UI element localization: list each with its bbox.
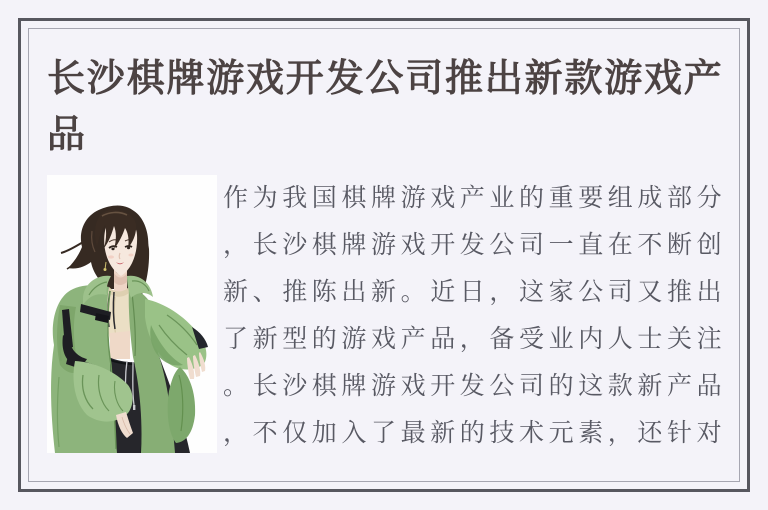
article-body-text: 作为我国棋牌游戏产业的重要组成部分，长沙棋牌游戏开发公司一直在不断创新、推陈出新。近日，这家公司又推出了新型的游戏产品，备受业内人士关注。长沙棋牌游戏开发公司的这款新产品，不仅加入了最新的技术元素，还针对: [223, 185, 727, 447]
girl-inner-top: [107, 287, 131, 359]
girl-illustration-svg: [47, 175, 217, 453]
girl-illustration: [47, 175, 217, 453]
article-title: 长沙棋牌游戏开发公司推出新款游戏产品: [47, 58, 724, 156]
article-content: [29, 29, 739, 481]
article-body-wrap: [47, 175, 731, 457]
